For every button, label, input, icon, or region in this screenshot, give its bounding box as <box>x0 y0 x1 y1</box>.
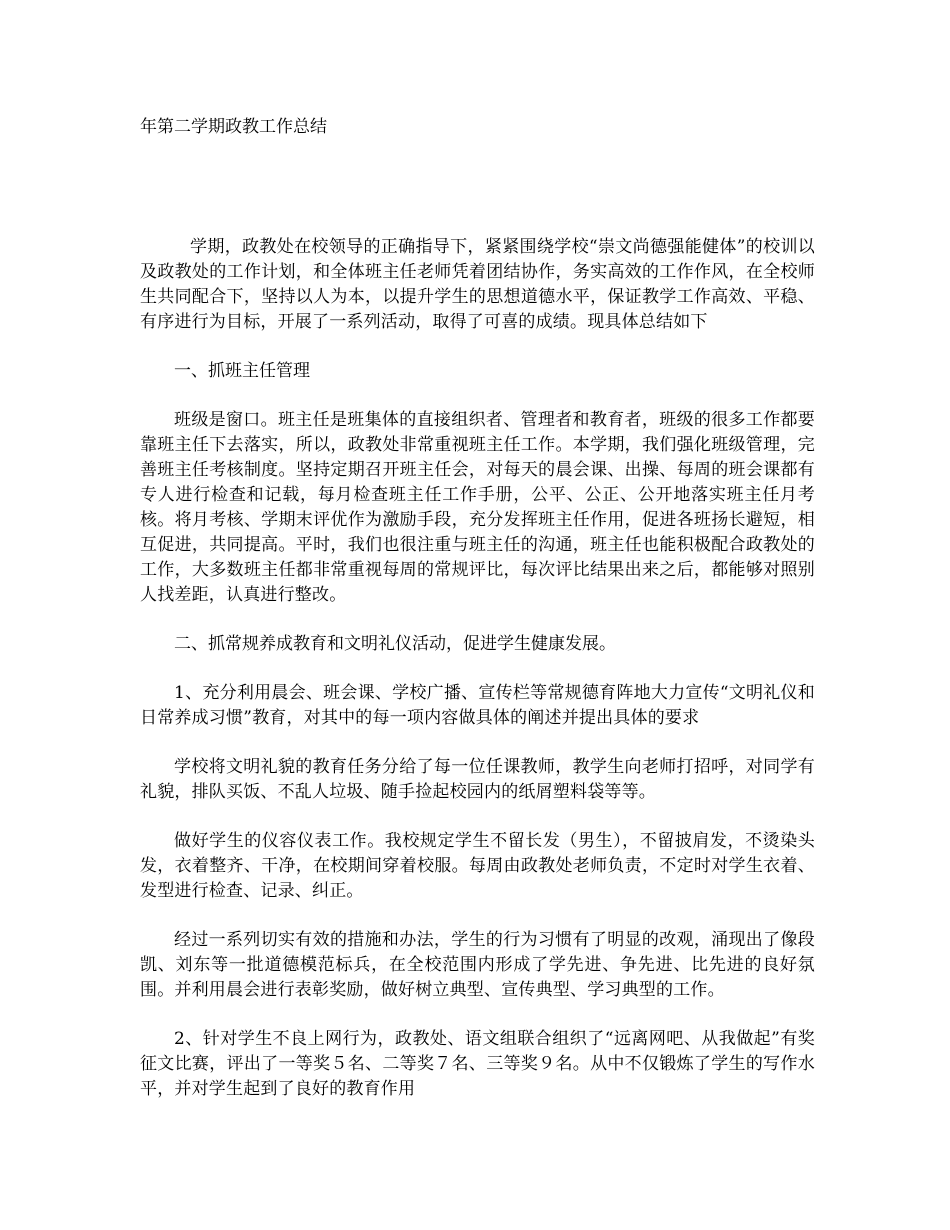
document-title: 年第二学期政教工作总结 <box>140 117 327 137</box>
results-paragraph: 经过一系列切实有效的措施和办法，学生的行为习惯有了明显的改观，涌现出了像段凯、刘东等一批道德模范标兵，在全校范围内形成了学先进、争先进、比先进的良好氛围。并利用晨会进行表彰奖励，做好树立典型、宣传典型、学习典型的工作。 <box>140 930 815 1000</box>
document-body <box>140 235 815 1126</box>
section-heading-routine-education: 二、抓常规养成教育和文明礼仪活动，促进学生健康发展。 <box>174 634 616 654</box>
section-heading-class-teacher-management: 一、抓班主任管理 <box>174 361 310 381</box>
item-1-paragraph: 1、充分利用晨会、班会课、学校广播、宣传栏等常规德育阵地大力宣传“文明礼仪和日常养成习惯”教育，对其中的每一项内容做具体的阐述并提出具体的要求 <box>140 683 815 728</box>
item-2-paragraph: 2、针对学生不良上网行为，政教处、语文组联合组织了“远离网吧、从我做起”有奖征文比赛，评出了一等奖５名、二等奖７名、三等奖９名。从中不仅锻炼了学生的写作水平，并对学生起到了良好的教育作用 <box>140 1029 815 1099</box>
etiquette-paragraph: 学校将文明礼貌的教育任务分给了每一位任课教师，教学生向老师打招呼，对同学有礼貌，排队买饭、不乱人垃圾、随手捡起校园内的纸屑塑料袋等等。 <box>140 757 815 802</box>
appearance-paragraph: 做好学生的仪容仪表工作。我校规定学生不留长发（男生），不留披肩发，不烫染头发，衣着整齐、干净，在校期间穿着校服。每周由政教处老师负责，不定时对学生衣着、发型进行检查、记录、纠正。 <box>140 831 815 901</box>
class-teacher-management-paragraph: 班级是窗口。班主任是班集体的直接组织者、管理者和教育者，班级的很多工作都要靠班主任下去落实，所以，政教处非常重视班主任工作。本学期，我们强化班级管理，完善班主任考核制度。坚持定期召开班主任会，对每天的晨会课、出操、每周的班会课都有专人进行检查和记载，每月检查班主任工作手册，公平、公正、公开地落实班主任月考核。将月考核、学期末评优作为激励手段，充分发挥班主任作用，促进各班扬长避短，相互促进，共同提高。平时，我们也很注重与班主任的沟通，班主任也能积极配合政教处的工作，大多数班主任都非常重视每周的常规评比，每次评比结果出来之后，都能够对照别人找差距，认真进行整改。 <box>140 410 815 605</box>
intro-paragraph: 学期，政教处在校领导的正确指导下，紧紧围绕学校“崇文尚德强能健体”的校训以及政教处的工作计划，和全体班主任老师凭着团结协作，务实高效的工作作风，在全校师生共同配合下，坚持以人为本，以提升学生的思想道德水平，保证教学工作高效、平稳、有序进行为目标，开展了一系列活动，取得了可喜的成绩。现具体总结如下 <box>140 237 815 332</box>
